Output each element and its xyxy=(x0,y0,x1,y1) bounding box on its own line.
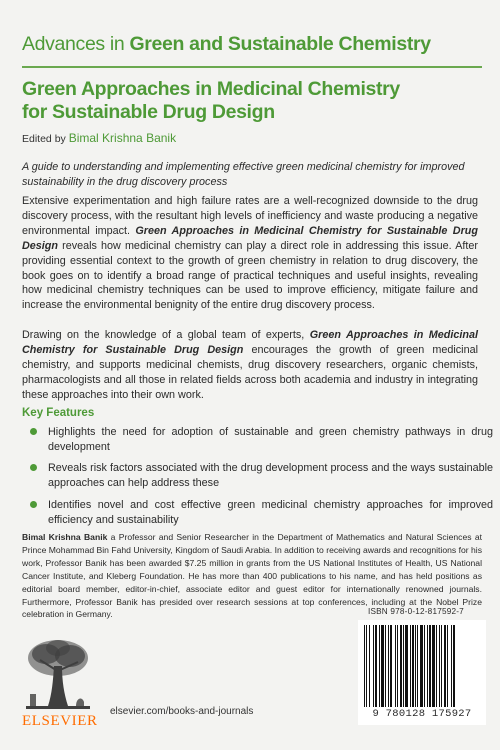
barcode-bar xyxy=(397,625,398,707)
book-title-reference: Green Approaches in Medicinal Chemistry for Sustainable Drug Design xyxy=(22,329,479,356)
publisher-url[interactable]: elsevier.com/books-and-journals xyxy=(110,706,254,717)
barcode-bars xyxy=(364,625,480,707)
bullet-icon xyxy=(30,501,37,508)
tagline: A guide to understanding and implementing effective green medicinal chemistry for improved sustainability in the drug discovery process xyxy=(22,161,465,188)
elsevier-tree-logo-icon xyxy=(22,636,94,716)
bullet-icon xyxy=(30,428,37,435)
barcode-bar xyxy=(444,625,446,707)
barcode-bar xyxy=(375,625,377,707)
series-name: Green and Sustainable Chemistry xyxy=(129,33,431,55)
publisher-name: ELSEVIER xyxy=(22,713,98,729)
barcode-bar xyxy=(395,625,396,707)
barcode-bar xyxy=(441,625,442,707)
barcode-bar xyxy=(364,625,365,707)
header-divider xyxy=(22,66,482,68)
barcode-bar xyxy=(453,625,455,707)
barcode-bar xyxy=(379,625,380,707)
series-title: Advances in Green and Sustainable Chemistry xyxy=(22,33,431,55)
barcode-digits: 9 780128 175927 xyxy=(372,708,472,720)
editor-name: Bimal Krishna Banik xyxy=(68,131,177,145)
barcode-bar xyxy=(412,625,414,707)
barcode xyxy=(358,620,486,725)
author-name: Bimal Krishna Banik xyxy=(22,532,108,542)
barcode-bar xyxy=(417,625,418,707)
barcode-bar xyxy=(369,625,370,707)
key-feature-item: Identifies novel and cost effective green medicinal chemistry approaches for improved efficiency and sustainability xyxy=(30,498,493,528)
barcode-bar xyxy=(420,625,423,707)
key-feature-item: Reveals risk factors associated with the drug development process and the ways sustainable approaches can help address these xyxy=(30,461,493,491)
book-title-line-2: for Sustainable Drug Design xyxy=(22,101,275,123)
barcode-bar xyxy=(400,625,402,707)
barcode-bar xyxy=(429,625,431,707)
barcode-bar xyxy=(366,625,367,707)
barcode-bar xyxy=(439,625,440,707)
book-title-reference: Green Approaches in Medicinal Chemistry for Sustainable Drug Design xyxy=(22,224,478,252)
isbn: ISBN 978-0-12-817592-7 xyxy=(368,607,464,616)
book-title-line-1: Green Approaches in Medicinal Chemistry xyxy=(22,78,400,100)
barcode-bar xyxy=(447,625,448,707)
key-features-heading: Key Features xyxy=(22,407,95,419)
barcode-bar xyxy=(415,625,416,707)
key-feature-item: Highlights the need for adoption of sustainable and green chemistry pathways in drug development xyxy=(30,425,493,455)
barcode-bar xyxy=(436,625,437,707)
description-paragraph-1: Extensive experimentation and high failure rates are a well-recognized downside to the drug discovery process, with the resultant high levels of inefficiency and waste producing a negative environmental impact. Green Approaches in Medicinal Chemistry for Sustainable Drug Design reveals how medicinal chemistry can play a direct role in addressing this issue. After providing essential context to the growth of green chemistry in relation to drug discovery, the book goes on to identify a broad range of practical techniques and useful insights, revealing how medicinal chemistry techniques can be used to improve efficiency, mitigate failure and increase the environmental benignity of the entire drug discovery process. xyxy=(22,195,478,312)
barcode-bar xyxy=(403,625,404,707)
bullet-icon xyxy=(30,464,37,471)
book-title xyxy=(22,78,492,124)
barcode-bar xyxy=(381,625,384,707)
barcode-bar xyxy=(451,625,452,707)
editor-credit: Edited by Bimal Krishna Banik xyxy=(22,131,177,145)
barcode-bar xyxy=(405,625,408,707)
barcode-bar xyxy=(424,625,425,707)
barcode-bar xyxy=(427,625,428,707)
barcode-bar xyxy=(390,625,392,707)
barcode-bar xyxy=(373,625,374,707)
barcode-bar xyxy=(385,625,386,707)
description-paragraph-2: Drawing on the knowledge of a global team of experts, Green Approaches in Medicinal Chemistry for Sustainable Drug Design encourages the growth of green medicinal chemistry, and supports medicinal chemists, drug discovery researchers, organic chemists, pharmacologists and all those in related fields across both academia and industry in integrating these approaches into their own work. xyxy=(22,329,479,401)
barcode-bar xyxy=(432,625,435,707)
author-bio: Bimal Krishna Banik a Professor and Senior Researcher in the Department of Mathematics and Natural Sciences at Prince Mohammad Bin Fahd University, Kingdom of Saudi Arabia. In addition to receiving awards and recognitions for his work, Professor Banik has been awarded $7.25 million in grants from the US National Institutes of Health, US National Cancer Institute, and Kleberg Foundation. He has more than 400 publications to his name, and has held positions as editorial board member, editor-in-chief, associate editor and guest editor for internationally renowned journals. Furthermore, Professor Banik has presided over research sessions at top conferences, including at the Nobel Prize celebration in Germany. xyxy=(22,532,483,620)
barcode-bar xyxy=(388,625,389,707)
barcode-bar xyxy=(410,625,411,707)
